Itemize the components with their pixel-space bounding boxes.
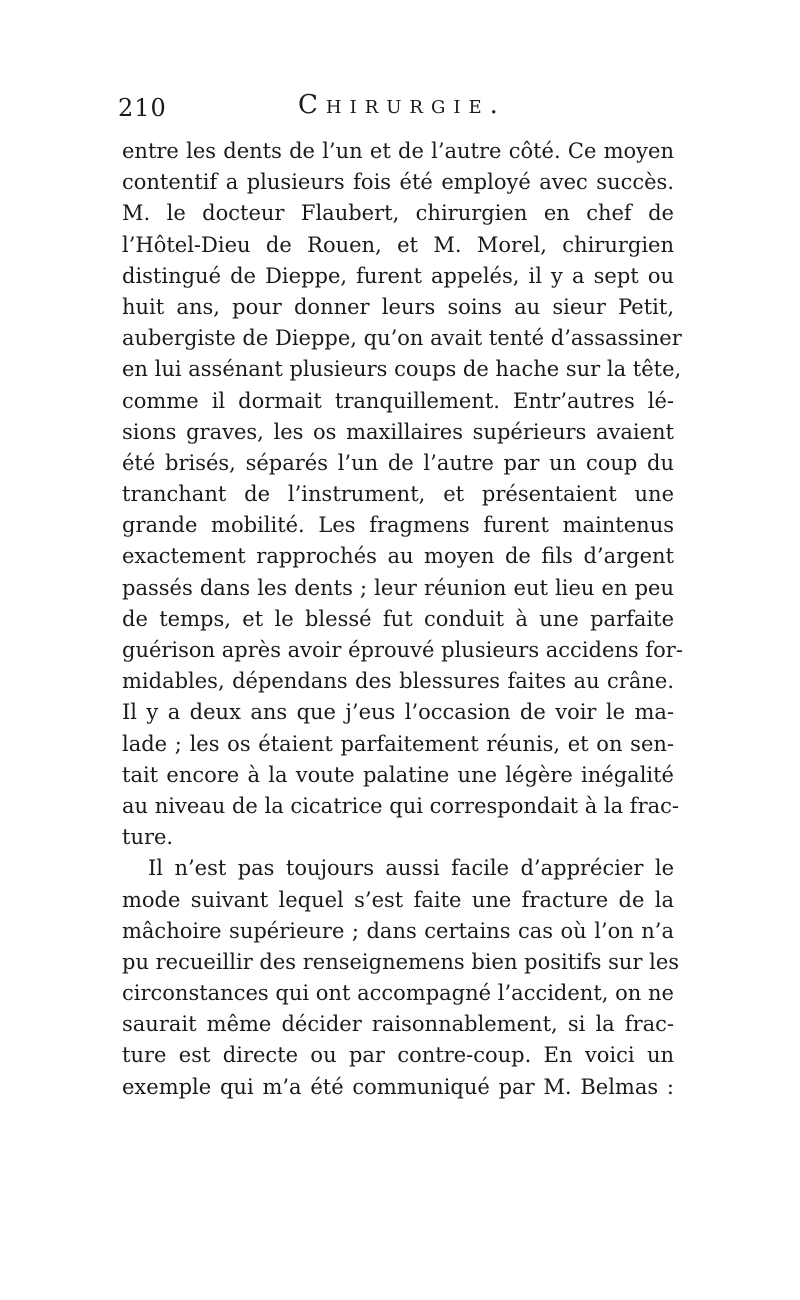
text-line: sions graves, les os maxillaires supérieurs avaient — [122, 419, 674, 444]
section-title: Chirurgie. — [298, 90, 506, 120]
text-line: entre les dents de l’un et de l’autre côté. Ce moyen — [122, 139, 674, 163]
paragraph-1 — [122, 136, 683, 853]
text-line: de temps, et le blessé fut conduit à une parfaite — [122, 606, 674, 631]
text-line: exactement rapprochés au moyen de fils d’argent — [122, 544, 674, 569]
text-line: guérison après avoir éprouvé plusieurs accidens for- — [122, 638, 683, 662]
text-line: l’Hôtel-Dieu de Rouen, et M. Morel, chirurgien — [122, 232, 674, 257]
text-line: été brisés, séparés l’un de l’autre par un coup du — [122, 450, 674, 475]
text-line: Il y a deux ans que j’eus l’occasion de voir le ma- — [122, 700, 674, 725]
running-head — [118, 90, 678, 130]
text-line: ture est directe ou par contre-coup. En voici un — [122, 1043, 674, 1068]
text-line: contentif a plusieurs fois été employé avec succès. — [122, 170, 674, 195]
text-line: M. le docteur Flaubert, chirurgien en chef de — [122, 201, 674, 226]
text-line: passés dans les dents ; leur réunion eut lieu en peu — [122, 575, 674, 600]
text-line: Il n’est pas toujours aussi facile d’apprécier le — [148, 856, 674, 881]
text-line: en lui assénant plusieurs coups de hache sur la tête, — [122, 357, 682, 382]
text-line: pu recueillir des renseignemens bien positifs sur les — [122, 949, 680, 974]
text-line: tait encore à la voute palatine une légère inégalité — [122, 762, 674, 787]
text-line: aubergiste de Dieppe, qu’on avait tenté d’assassiner — [122, 326, 682, 351]
text-line: mâchoire supérieure ; dans certains cas où l’on n’a — [122, 918, 674, 943]
text-line: au niveau de la cicatrice qui correspondait à la frac- — [122, 793, 679, 818]
text-line: tranchant de l’instrument, et présentaient une — [122, 482, 674, 507]
text-line: exemple qui m’a été communiqué par M. Belmas : — [122, 1074, 674, 1099]
text-line: grande mobilité. Les fragmens furent maintenus — [122, 513, 674, 538]
text-line: distingué de Dieppe, furent appelés, il y a sept ou — [122, 263, 674, 288]
body-text — [122, 136, 683, 1103]
paragraph-2 — [122, 853, 680, 1103]
text-line: circonstances qui ont accompagné l’accident, on ne — [122, 981, 674, 1006]
text-line: midables, dépendans des blessures faites au crâne. — [122, 669, 674, 694]
text-line: comme il dormait tranquillement. Entr’autres lé- — [122, 388, 674, 413]
text-line: saurait même décider raisonnablement, si la frac- — [122, 1012, 674, 1037]
text-line: mode suivant lequel s’est faite une fracture de la — [122, 887, 674, 912]
text-line: ture. — [122, 825, 174, 850]
page-number: 210 — [118, 94, 167, 122]
text-line: lade ; les os étaient parfaitement réunis, et on sen- — [122, 731, 674, 756]
text-line: huit ans, pour donner leurs soins au sieur Petit, — [122, 294, 674, 319]
